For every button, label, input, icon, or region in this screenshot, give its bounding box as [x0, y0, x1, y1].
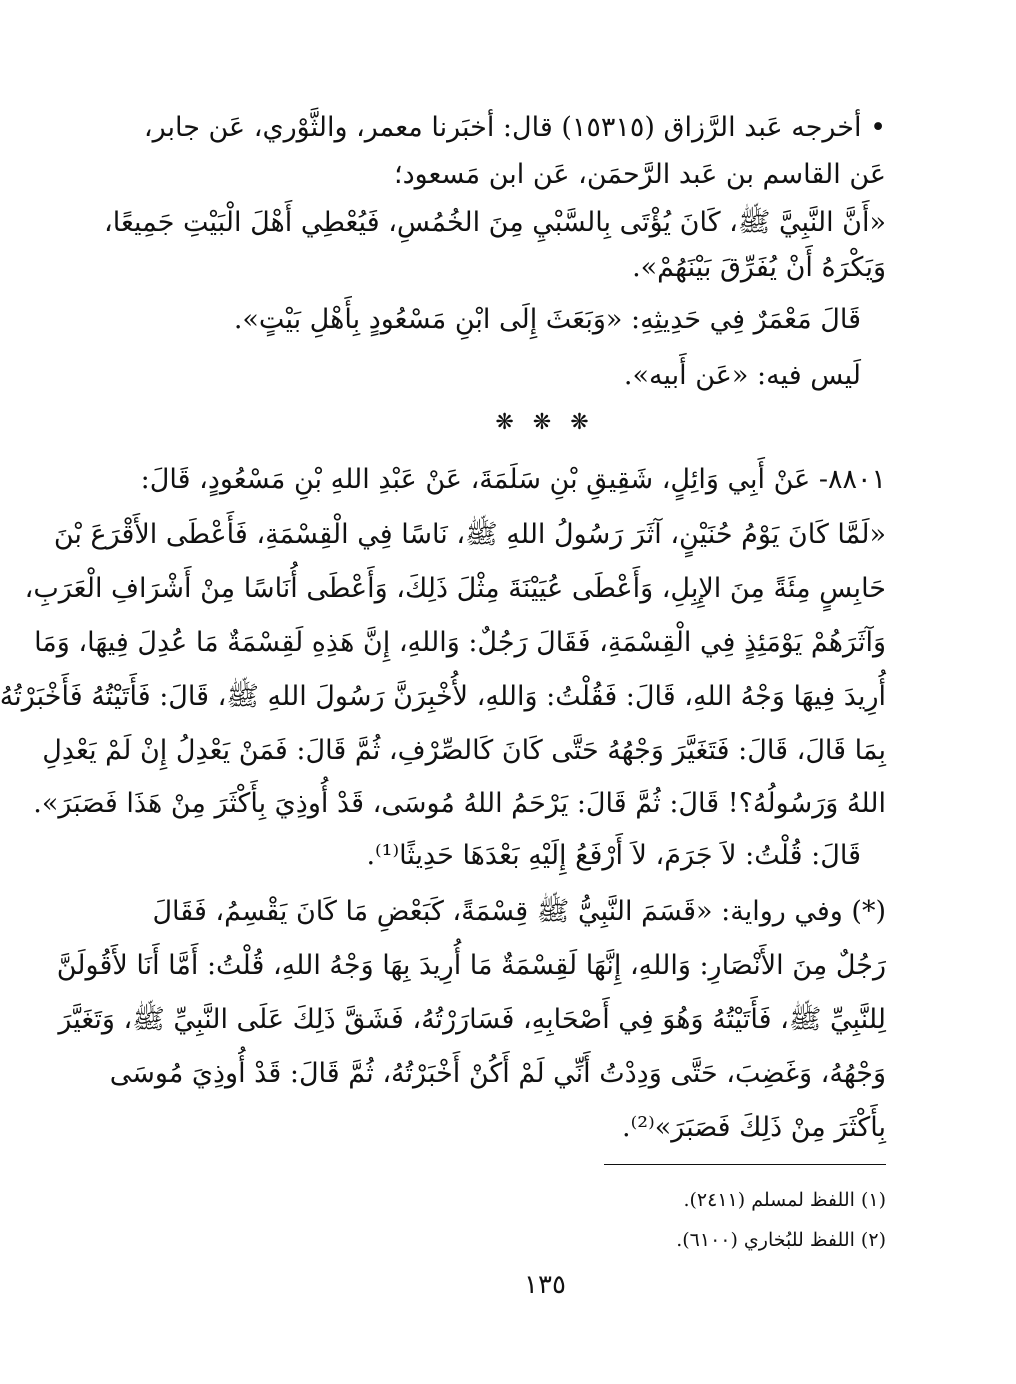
riwaya-line-2: رَجُلٌ مِنَ الأَنْصَارِ: وَاللهِ، إِنَّهَا لَقِسْمَةٌ مَا أُرِيدَ بِهَا وَجْهُ اللهِ، قُلْتُ: أَمَّا أَنَا لأَقُولَنَّ [56, 950, 886, 981]
hadith-8801-line-3: حَابِسٍ مِئَةً مِنَ الإِبِلِ، وَأَعْطَى عُيَيْنَةَ مِثْلَ ذَلِكَ، وَأَعْطَى أُنَاسًا مِنْ أَشْرَافِ الْعَرَبِ، [24, 573, 886, 604]
hadith-8801-line-4: وَآثَرَهُمْ يَوْمَئِذٍ فِي الْقِسْمَةِ، فَقَالَ رَجُلٌ: وَاللهِ، إِنَّ هَذِهِ لَقِسْمَةٌ مَا عُدِلَ فِيهَا، وَمَا [34, 627, 886, 658]
hadith-8801-line-2: «لَمَّا كَانَ يَوْمُ حُنَيْنٍ، آثَرَ رَسُولُ اللهِ ﷺ، نَاسًا فِي الْقِسْمَةِ، فَأَعْطَى الأَقْرَعَ بْنَ [53, 519, 886, 550]
takhrij-line-2: عَن القاسم بن عَبد الرَّحمَن، عَن ابن مَسعود؛ [394, 159, 886, 190]
hadith-note-line: قَالَ مَعْمَرٌ فِي حَدِيثِهِ: «وَبَعَثَ إِلَى ابْنِ مَسْعُودٍ بِأَهْلِ بَيْتٍ». [233, 304, 861, 335]
page-number: ١٣٥ [524, 1270, 566, 1300]
footnote-2: (٢) اللفظ للبُخاري (٦١٠٠). [676, 1229, 886, 1251]
riwaya-line-5: بِأَكْثَرَ مِنْ ذَلِكَ فَصَبَرَ»⁽²⁾. [622, 1112, 886, 1143]
footnote-1: (١) اللفظ لمسلم (٢٤١١). [683, 1189, 886, 1211]
remark-line: لَيس فيه: «عَن أَبيه». [623, 360, 861, 391]
hadith-8801-line-6: بِمَا قَالَ، قَالَ: فَتَغَيَّرَ وَجْهُهُ حَتَّى كَانَ كَالصِّرْفِ، ثُمَّ قَالَ: فَمَنْ يَعْدِلُ إِنْ لَمْ يَعْدِلِ [42, 735, 886, 766]
riwaya-line-3: لِلنَّبِيِّ ﷺ، فَأَتَيْتُهُ وَهُوَ فِي أَصْحَابِهِ، فَسَارَرْتُهُ، فَشَقَّ ذَلِكَ عَلَى النَّبِيِّ ﷺ، وَتَغَيَّرَ [58, 1004, 886, 1035]
hadith-8801-line-5: أُرِيدَ فِيهَا وَجْهُ اللهِ، قَالَ: فَقُلْتُ: وَاللهِ، لأُخْبِرَنَّ رَسُولَ اللهِ ﷺ، قَالَ: فَأَتَيْتُهُ فَأَخْبَرْتُهُ [0, 681, 886, 712]
takhrij-line-1: • أخرجه عَبد الرَّزاق (١٥٣١٥) قال: أخبَرنا معمر، والثَّوْري، عَن جابر، [143, 112, 886, 143]
hadith-8801-line-7: اللهُ وَرَسُولُهُ؟! قَالَ: ثُمَّ قَالَ: يَرْحَمُ اللهُ مُوسَى، قَدْ أُوذِيَ بِأَكْثَرَ مِنْ هَذَا فَصَبَرَ». [33, 788, 886, 819]
footnote-divider [604, 1164, 886, 1165]
section-separator: ❋ ❋ ❋ [495, 410, 595, 435]
hadith-line-2: وَيَكْرَهُ أَنْ يُفَرِّقَ بَيْنَهُمْ». [632, 252, 886, 283]
hadith-8801-line-8: قَالَ: قُلْتُ: لاَ جَرَمَ، لاَ أَرْفَعُ إِلَيْهِ بَعْدَهَا حَدِيثًا⁽¹⁾. [366, 840, 861, 871]
riwaya-line-1: (*) وفي رواية: «قَسَمَ النَّبِيُّ ﷺ قِسْمَةً، كَبَعْضِ مَا كَانَ يَقْسِمُ، فَقَالَ [152, 896, 886, 927]
hadith-line-1: «أَنَّ النَّبِيَّ ﷺ، كَانَ يُؤْتَى بِالسَّبْيِ مِنَ الخُمُسِ، فَيُعْطِي أَهْلَ الْبَيْتِ جَمِيعًا، [104, 207, 886, 238]
hadith-8801-line-1: ٨٨٠١- عَنْ أَبِي وَائِلٍ، شَقِيقِ بْنِ سَلَمَةَ، عَنْ عَبْدِ اللهِ بْنِ مَسْعُودٍ، قَالَ: [140, 464, 886, 495]
riwaya-line-4: وَجْهُهُ، وَغَضِبَ، حَتَّى وَدِدْتُ أَنِّي لَمْ أَكُنْ أَخْبَرْتُهُ، ثُمَّ قَالَ: قَدْ أُوذِيَ مُوسَى [109, 1058, 886, 1089]
